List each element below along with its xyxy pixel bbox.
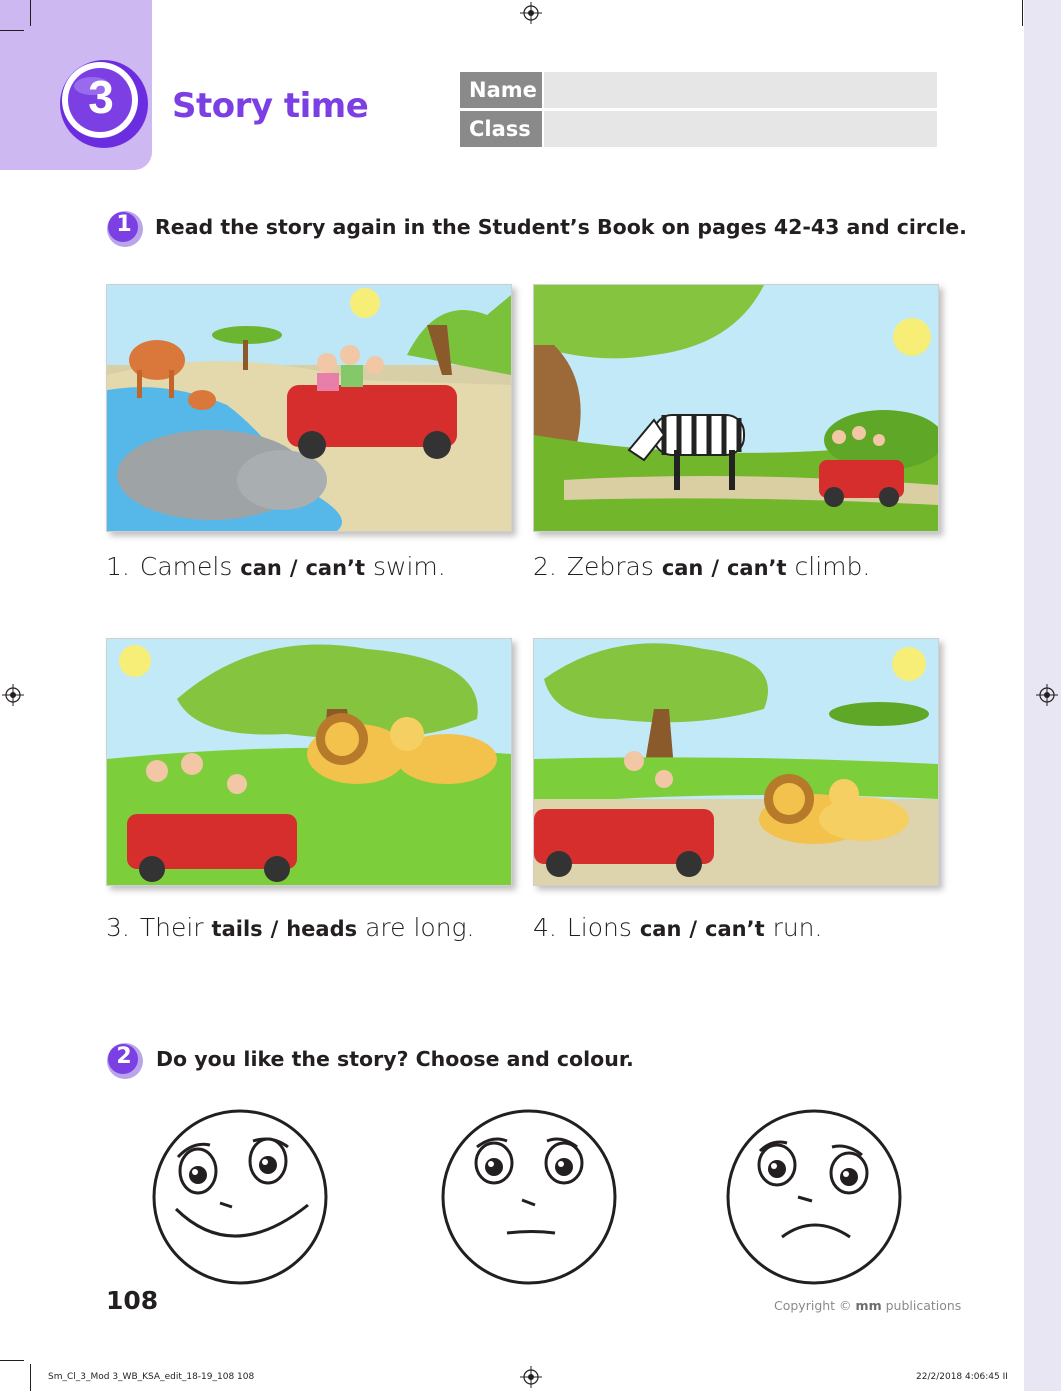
happy-face-icon[interactable]	[148, 1105, 332, 1285]
sentence-2-start: Zebras	[566, 552, 654, 581]
page-number: 108	[106, 1286, 159, 1315]
sentence-1-option-a[interactable]: can	[240, 556, 282, 580]
sentence-2-option-b[interactable]: can’t	[726, 556, 787, 580]
exercise-2-number: 2	[116, 1044, 132, 1069]
name-field[interactable]	[544, 72, 937, 108]
copyright-brand: mm	[855, 1298, 882, 1313]
exercise-1-number: 1	[116, 212, 132, 237]
sentence-4	[533, 913, 822, 942]
class-field[interactable]	[544, 111, 937, 147]
registration-mark-icon	[520, 2, 542, 24]
sentence-1-separator: /	[289, 556, 298, 580]
sentence-4-separator: /	[689, 917, 698, 941]
crop-mark	[0, 30, 24, 31]
sentence-3-separator: /	[270, 917, 279, 941]
exercise-1-instruction: Read the story again in the Student’s Book on pages 42-43 and circle.	[155, 215, 967, 239]
sentence-3-start: Their	[139, 913, 204, 942]
sentence-4-option-b[interactable]: can’t	[705, 917, 765, 941]
sentence-3-number: 3.	[106, 913, 130, 942]
sentence-4-end: run.	[772, 913, 823, 942]
story-picture-zebra	[533, 284, 939, 532]
story-picture-lions-running	[533, 638, 939, 886]
sentence-3-end: are long.	[365, 913, 475, 942]
neutral-face-icon[interactable]	[437, 1105, 621, 1285]
sentence-2	[533, 552, 870, 581]
sentence-2-option-a[interactable]: can	[661, 556, 704, 580]
class-label: Class	[460, 111, 542, 147]
story-picture-lions-resting	[106, 638, 512, 886]
story-picture-camels	[106, 284, 512, 532]
sentence-3-option-a[interactable]: tails	[211, 917, 263, 941]
print-slug-timestamp: 22/2/2018 4:06:45 ΙΙ	[916, 1372, 1008, 1382]
sentence-1-end: swim.	[373, 552, 446, 581]
page-title: Story time	[172, 86, 369, 126]
sentence-1-option-b[interactable]: can’t	[305, 556, 366, 580]
sentence-3-option-b[interactable]: heads	[286, 917, 358, 941]
exercise-2-instruction: Do you like the story? Choose and colour.	[156, 1047, 634, 1071]
sad-face-icon[interactable]	[722, 1105, 906, 1285]
copyright	[774, 1298, 961, 1313]
sentence-4-number: 4.	[533, 913, 557, 942]
sentence-1	[106, 552, 446, 581]
sentence-4-start: Lions	[566, 913, 632, 942]
crop-mark	[30, 1364, 31, 1391]
sentence-4-option-a[interactable]: can	[639, 917, 682, 941]
crop-mark	[30, 0, 31, 26]
print-slug-filename: Sm_Cl_3_Mod 3_WB_KSA_edit_18-19_108 108	[48, 1372, 255, 1382]
name-label: Name	[460, 72, 542, 108]
registration-mark-icon	[1036, 684, 1058, 706]
unit-number: 3	[88, 71, 114, 123]
copyright-suffix: publications	[885, 1298, 962, 1313]
sentence-2-separator: /	[711, 556, 720, 580]
sentence-2-end: climb.	[794, 552, 871, 581]
copyright-prefix: Copyright ©	[774, 1298, 852, 1313]
sentence-2-number: 2.	[533, 552, 557, 581]
sentence-3	[106, 913, 475, 942]
sentence-1-number: 1.	[106, 552, 130, 581]
sentence-1-start: Camels	[139, 552, 233, 581]
crop-mark	[0, 1360, 24, 1361]
registration-mark-icon	[2, 684, 24, 706]
unit-number-badge	[58, 58, 154, 154]
crop-mark	[1022, 0, 1023, 26]
registration-mark-icon	[520, 1366, 542, 1388]
